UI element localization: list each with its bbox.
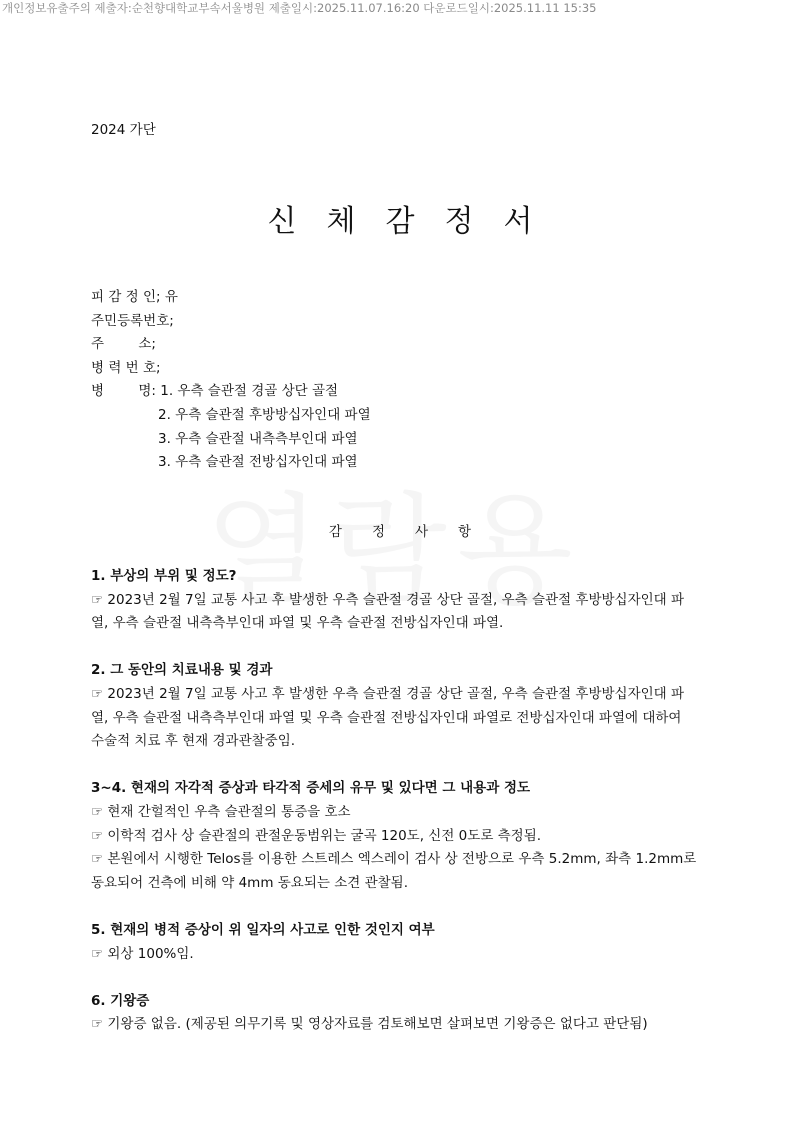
case-number: 2024 가단 (91, 122, 156, 138)
field-address: 주 소; (91, 336, 156, 353)
section-text: ☞ 본원에서 시행한 Telos를 이용한 스트레스 엑스레이 검사 상 전방으로 우측 5.2mm, 좌측 1.2mm로 (91, 851, 697, 868)
diagnosis-item: 3. 우측 슬관절 내측측부인대 파열 (158, 430, 358, 447)
section-heading: 2. 그 동안의 치료내용 및 경과 (91, 662, 273, 679)
spacer (91, 966, 696, 990)
section-heading: 3~4. 현재의 자각적 증상과 타각적 증세의 유무 및 있다면 그 내용과 정도 (91, 780, 531, 797)
field-record-number: 병 력 번 호; (91, 359, 161, 376)
spacer (91, 636, 696, 660)
download-notice: 개인정보유출주의 제출자:순천향대학교부속서울병원 제출일시:2025.11.07.16:20 다운로드일시:2025.11.11 15:35 (2, 1, 597, 15)
section-text: 열, 우측 슬관절 내측측부인대 파열 및 우측 슬관절 전방십자인대 파열. (91, 615, 504, 632)
diagnosis-item: 2. 우측 슬관절 후방방십자인대 파열 (158, 406, 371, 423)
spacer (91, 754, 696, 778)
section-text: 동요되어 건측에 비해 약 4mm 동요되는 소견 관찰됨. (91, 874, 408, 891)
field-patient: 피 감 정 인; 유 (91, 289, 178, 305)
section-text: ☞ 외상 100%임. (91, 945, 194, 962)
diagnosis-item: 3. 우측 슬관절 전방십자인대 파열 (158, 454, 358, 471)
section-title: 감정사항 (328, 524, 502, 540)
section-text: 열, 우측 슬관절 내측측부인대 파열 및 우측 슬관절 전방십자인대 파열로 전방십자인대 파열에 대하여 (91, 709, 682, 726)
spacer (91, 895, 696, 919)
section-heading: 5. 현재의 병적 증상이 위 일자의 사고로 인한 것인지 여부 (91, 921, 435, 938)
section-text: ☞ 이학적 검사 상 슬관절의 관절운동범위는 굴곡 120도, 신전 0도로 측정됨. (91, 827, 542, 844)
section-text: ☞ 현재 간헐적인 우측 슬관절의 통증을 호소 (91, 803, 351, 820)
document-title: 신체감정서 (267, 204, 563, 239)
spacer (91, 1037, 696, 1061)
section-heading: 1. 부상의 부위 및 정도? (91, 568, 237, 584)
assessment-sections (91, 565, 696, 1060)
section-text: ☞ 2023년 2월 7일 교통 사고 후 발생한 우측 슬관절 경골 상단 골절, 우측 슬관절 후방방십자인대 파 (91, 685, 685, 702)
section-text: ☞ 기왕증 없음. (제공된 의무기록 및 영상자료를 검토해보면 살펴보면 기왕증은 없다고 판단됨) (91, 1016, 648, 1033)
section-text: 수술적 치료 후 현재 경과관찰중임. (91, 733, 296, 750)
section-heading: 6. 기왕증 (91, 992, 150, 1009)
field-diagnosis: 병 명: 1. 우측 슬관절 경골 상단 골절 (91, 383, 339, 400)
patient-info (91, 286, 371, 475)
section-text: ☞ 2023년 2월 7일 교통 사고 후 발생한 우측 슬관절 경골 상단 골절, 우측 슬관절 후방방십자인대 파 (91, 591, 685, 608)
field-resident-number: 주민등록번호; (91, 312, 174, 329)
